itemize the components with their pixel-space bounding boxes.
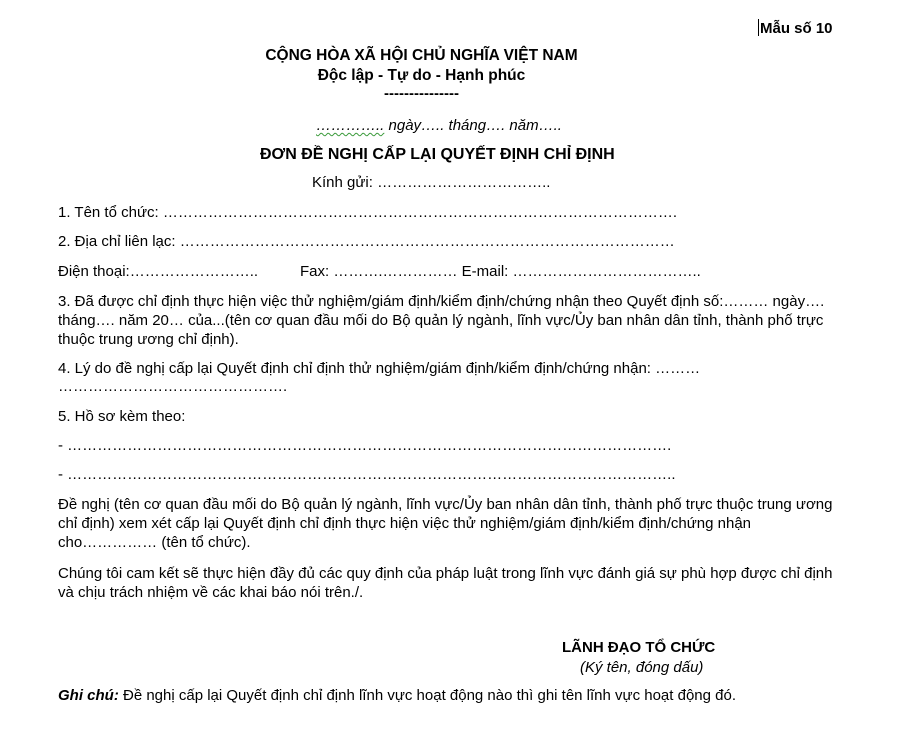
note-text: Đề nghị cấp lại Quyết định chỉ định lĩnh vực hoạt động nào thì ghi tên lĩnh vực hoạt động đó. — [118, 687, 736, 704]
divider-text: --------------- — [384, 85, 459, 102]
item4-line1[interactable]: 4. Lý do đề nghị cấp lại Quyết định chỉ định thử nghiệm/giám định/kiểm định/chứng nhận: ……… — [58, 360, 701, 377]
item5-label: 5. Hồ sơ kèm theo: — [58, 408, 186, 425]
place-blank[interactable]: ………….. — [316, 117, 385, 134]
motto-heading — [0, 67, 907, 85]
item3-paragraph: 3. Đã được chỉ định thực hiện việc thử nghiệm/giám định/kiểm định/chứng nhận theo Quyết định số:……… ngày…. tháng…. năm 20… của...(tên cơ quan đầu mối do Bộ quản lý ngành, lĩnh vực/Ủy ban nhân dân tỉnh, thành phố trực thuộc trung ương chỉ định). — [58, 293, 825, 348]
date-line — [316, 117, 562, 134]
form-code-text: Mẫu số 10 — [760, 20, 833, 37]
signature-subtitle: (Ký tên, đóng dấu) — [580, 659, 704, 676]
signature-title: LÃNH ĐẠO TỔ CHỨC — [562, 639, 716, 656]
org-name-field[interactable]: 1. Tên tổ chức: …………………………………………………………………………………………. — [58, 204, 677, 221]
request-paragraph: Đề nghị (tên cơ quan đầu mối do Bộ quản lý ngành, lĩnh vực/Ủy ban nhân dân tỉnh, thành phố trực thuộc trung ương chỉ định) xem xét cấp lại Quyết định chỉ định thực hiện việc thử nghiệm/giám định/kiểm định/chứng nhận cho…………… (tên tổ chức). — [58, 496, 833, 551]
text-cursor — [758, 19, 759, 36]
note-line — [58, 687, 736, 704]
phone-field[interactable]: Điện thoại:…………………….. — [58, 263, 259, 280]
note-label: Ghi chú: — [58, 687, 119, 704]
motto-text: Độc lập - Tự do - Hạnh phúc — [317, 67, 526, 84]
item4-line2[interactable]: ………………………………………. — [58, 378, 288, 395]
fax-email-field[interactable]: Fax: ……….…………… E-mail: ……………………………….. — [300, 263, 701, 280]
attachment-entry-1[interactable]: - …………………………………………………………………………………………………………. — [58, 437, 672, 454]
commitment-paragraph: Chúng tôi cam kết sẽ thực hiện đầy đủ các quy định của pháp luật trong lĩnh vực đánh giá sự phù hợp được chỉ định và chịu trách nhiệm về các khai báo nói trên./. — [58, 565, 833, 601]
form-code — [758, 19, 833, 37]
recipient-line: Kính gửi: …………………………….. — [312, 174, 551, 191]
address-field[interactable]: 2. Địa chỉ liên lạc: ……………………………………………………………………………………… — [58, 233, 675, 250]
document-title: ĐƠN ĐỀ NGHỊ CẤP LẠI QUYẾT ĐỊNH CHỈ ĐỊNH — [260, 146, 615, 163]
nation-text: CỘNG HÒA XÃ HỘI CHỦ NGHĨA VIỆT NAM — [265, 47, 578, 64]
heading-divider — [0, 85, 907, 102]
attachment-entry-2[interactable]: - ………………………………………………………………………………………………………….. — [58, 466, 676, 483]
nation-heading — [0, 47, 907, 65]
date-text: ngày….. tháng…. năm….. — [384, 117, 562, 134]
